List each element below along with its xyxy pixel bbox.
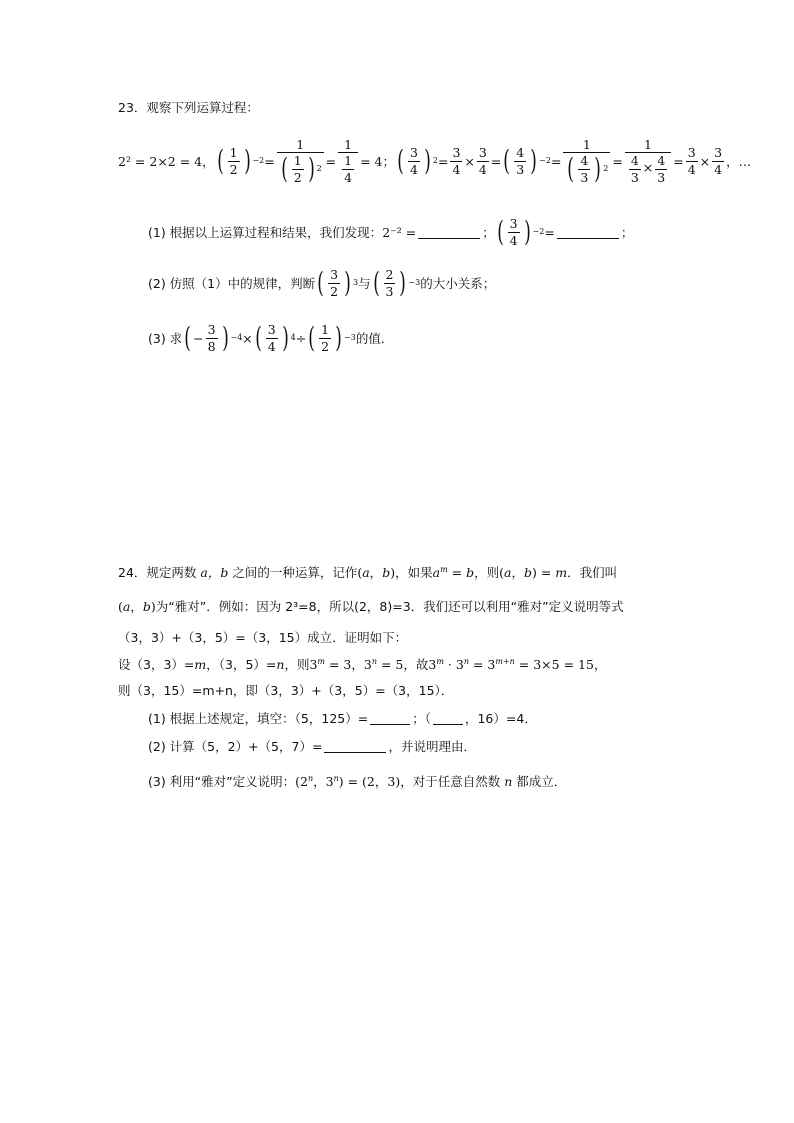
q24-line2: (a，b) 为“雅对”．例如：因为 2³=8，所以(2，8)=3．我们还可以利用“雅对”定义说明等式 <box>118 599 624 614</box>
q23-sub1-blank-b[interactable] <box>557 226 619 239</box>
q23-sub3: (3) 求 ( − $\frac{3}{8}$ ) −4 × ( $\frac{3}{4}$ ) 4 ÷ ( $\frac{1}{2}$ ) −3 的值． <box>148 321 394 354</box>
q23-sub1: (1) 根据以上运算过程和结果，我们发现： 2⁻² = ； ( $\frac{3}{4}$ ) −2 = ； <box>148 215 634 248</box>
q24-sub1-blank-a[interactable] <box>370 712 410 725</box>
q24-sub1-blank-b[interactable] <box>433 712 463 725</box>
q24-line3: （3，3）+（3，5）=（3，15）成立．证明如下： <box>118 630 408 645</box>
q23-ex2: ( $\frac{1}{2}$ ) −2 <box>216 144 265 177</box>
q24-sub1: (1) 根据上述规定，填空：（5，125）= ；（ ，16）=4． <box>148 711 537 726</box>
q24-sub3: (3) 利用“雅对”定义说明： (2$^n$，$3^n) = (2$，3) ，对于任意自然数 n 都成立． <box>148 773 567 789</box>
q24-line4: 设（3，3）= m ，（3，5）= n ，则 $3^m = 3$，$3^n = 5$ ，故 $3^m \cdot 3^n = 3^{m+n} = 3\times 5 = 15$ ， <box>118 656 607 672</box>
q23-sub1-blank-a[interactable] <box>418 226 480 239</box>
q24-sub2: (2) 计算（5，2）+（5，7）= ，并说明理由． <box>148 739 476 754</box>
q24-line1: 24．规定两数 a，b 之间的一种运算，记作 (a，b) ，如果 $a^m = b$ ，则 (a，b) = m ．我们叫 <box>118 564 618 580</box>
q24-sub2-blank[interactable] <box>324 740 386 753</box>
q24-line5: 则（3，15）=m+n，即（3，3）+（3，5）=（3，15）． <box>118 683 454 698</box>
q23-ex3: ( $\frac{3}{4}$ ) 2 <box>397 144 438 177</box>
q23-ex1: 2² = 2×2 = 4， <box>118 154 215 169</box>
q23-sub2: (2) 仿照（1）中的规律，判断 ( $\frac{3}{2}$ ) 3 与 ( $\frac{2}{3}$ ) −3 的大小关系； <box>148 266 496 299</box>
q23-example-line: 2² = 2×2 = 4， ( $\frac{1}{2}$ ) −2 = 1 ( $\frac{1}{2}$ ) 2 = $\frac{1}{\frac{1}{4}}$ = 4 ； ( $\frac{3}{4}$ ) 2 = $\frac{3}{4}$ × $\frac{3}{4}$ = ( $\frac{4}{3}$ ) −2 = 1 ( $\frac{4}{3}$ ) 2 = 1 $\frac{4}{3}$ × $\frac{4}{3}$ = $\frac{3}{4}$ × $\frac{3}{4}$ ，… <box>118 137 752 186</box>
q23-eq4: = 4 <box>360 153 383 169</box>
q23-heading: 23．观察下列运算过程： <box>118 100 259 115</box>
